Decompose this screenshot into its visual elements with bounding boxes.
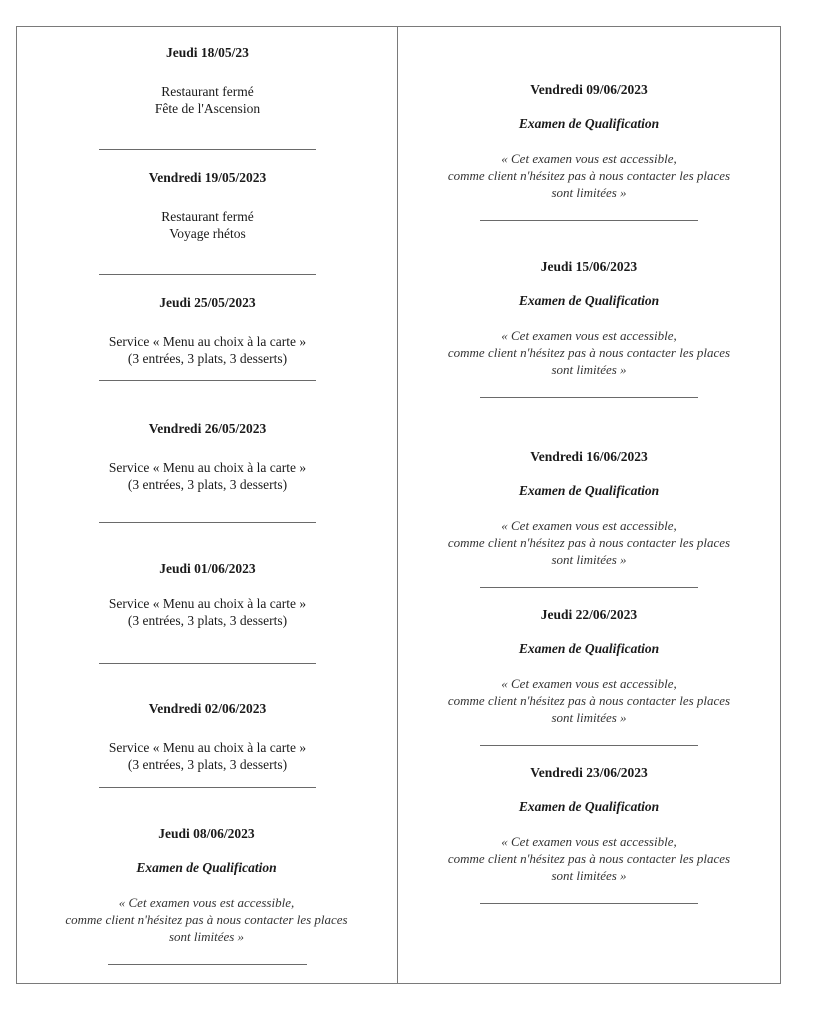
separator-line	[99, 787, 316, 788]
schedule-entry	[40, 561, 375, 629]
schedule-entry	[40, 45, 375, 117]
entry-description: Service « Menu au choix à la carte » (3 entrées, 3 plats, 3 desserts)	[108, 334, 307, 366]
exam-title: Examen de Qualification	[518, 483, 660, 498]
entry-description: Service « Menu au choix à la carte » (3 entrées, 3 plats, 3 desserts)	[108, 460, 307, 492]
entry-description: Restaurant fermé Voyage rhétos	[161, 209, 254, 241]
entry-date: Vendredi 23/06/2023	[530, 765, 648, 780]
entry-date: Jeudi 25/05/2023	[159, 295, 256, 310]
exam-title: Examen de Qualification	[518, 799, 660, 814]
exam-title: Examen de Qualification	[518, 293, 660, 308]
separator-line	[99, 274, 316, 275]
entry-date: Jeudi 18/05/23	[166, 45, 249, 60]
entry-description: Service « Menu au choix à la carte » (3 entrées, 3 plats, 3 desserts)	[108, 740, 307, 772]
exam-note: « Cet examen vous est accessible, comme client n'hésitez pas à nous contacter les places sont limitées »	[447, 676, 731, 725]
entry-date: Jeudi 22/06/2023	[540, 607, 638, 622]
entry-description: Service « Menu au choix à la carte » (3 entrées, 3 plats, 3 desserts)	[108, 596, 307, 628]
schedule-entry	[404, 765, 774, 884]
entry-date: Vendredi 16/06/2023	[530, 449, 648, 464]
schedule-entry	[40, 421, 375, 493]
entry-date: Vendredi 19/05/2023	[148, 170, 267, 185]
separator-line	[99, 380, 316, 381]
exam-note: « Cet examen vous est accessible, comme client n'hésitez pas à nous contacter les places sont limitées »	[447, 328, 731, 377]
schedule-entry	[404, 449, 774, 568]
separator-line	[480, 745, 698, 746]
exam-note: « Cet examen vous est accessible, comme client n'hésitez pas à nous contacter les places sont limitées »	[447, 151, 731, 200]
exam-title: Examen de Qualification	[136, 860, 277, 875]
separator-line	[99, 522, 316, 523]
separator-line	[99, 663, 316, 664]
entry-description: Restaurant fermé Fête de l'Ascension	[154, 84, 261, 116]
separator-line	[108, 964, 307, 965]
schedule-entry	[40, 295, 375, 367]
separator-line	[99, 149, 316, 150]
separator-line	[480, 397, 698, 398]
separator-line	[480, 587, 698, 588]
schedule-entry	[404, 82, 774, 201]
schedule-entry	[24, 826, 389, 945]
schedule-entry	[404, 259, 774, 378]
exam-note: « Cet examen vous est accessible, comme client n'hésitez pas à nous contacter les places sont limitées »	[447, 834, 731, 883]
entry-date: Jeudi 15/06/2023	[540, 259, 638, 274]
schedule-entry	[40, 701, 375, 773]
exam-title: Examen de Qualification	[518, 116, 660, 131]
schedule-entry	[40, 170, 375, 242]
exam-note: « Cet examen vous est accessible, comme client n'hésitez pas à nous contacter les places sont limitées »	[65, 895, 348, 944]
entry-date: Jeudi 08/06/2023	[158, 826, 255, 841]
entry-date: Jeudi 01/06/2023	[159, 561, 256, 576]
entry-date: Vendredi 02/06/2023	[148, 701, 267, 716]
schedule-entry	[404, 607, 774, 726]
entry-date: Vendredi 26/05/2023	[148, 421, 267, 436]
separator-line	[480, 220, 698, 221]
exam-title: Examen de Qualification	[518, 641, 660, 656]
column-divider	[397, 26, 398, 984]
separator-line	[480, 903, 698, 904]
entry-date: Vendredi 09/06/2023	[530, 82, 648, 97]
exam-note: « Cet examen vous est accessible, comme client n'hésitez pas à nous contacter les places sont limitées »	[447, 518, 731, 567]
